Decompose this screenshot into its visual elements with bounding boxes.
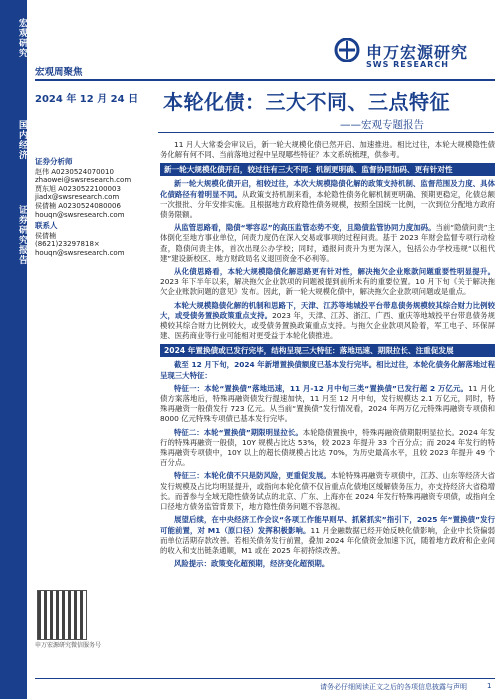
analyst-line[interactable]: houqn@swsresearch.com <box>35 210 125 219</box>
key-point: 特征二：本轮“置换债”期限明显拉长。 <box>174 427 303 437</box>
body-paragraph <box>160 428 495 469</box>
report-body <box>160 140 495 572</box>
body-paragraph <box>160 267 495 298</box>
paragraph-text: 11 月化债方案落地后，特殊再融资债发行提速加快，11 月至 12 月中旬，发行规模达 2.1 万亿元，同时，特殊再融资一般债发行 723 亿元。从当前“置换债”发行情况看，2024 年两万亿元特殊再融资专项债和 8000 亿元特殊专项债已基本发行完毕。 <box>160 383 495 424</box>
section-heading: 新一轮大规模化债开启，较过往有三大不同：机制更明确、监督协同加码、更有针对性 <box>160 163 495 176</box>
qr-caption: 申万宏源研究微信服务号 <box>35 642 102 649</box>
analyst-line: 贾东旭 A0230522100003 <box>35 184 121 193</box>
sws-logo-icon <box>333 38 361 62</box>
contact-list <box>35 232 153 258</box>
title-divider <box>158 132 494 133</box>
key-point: 特征一：本轮“置换债”落地迅速，11 月-12 月中旬三类“置换债”已发行超 2 万亿元。 <box>174 383 469 393</box>
key-point: 本轮大规模隐债化解的机制和思路下，天津、江苏等地城投平台带息债务规模较其综合财力比例较大，或受债务置换政策重点支持。 <box>160 300 495 320</box>
page-subtitle: ——宏观专题报告 <box>340 119 424 131</box>
analyst-sidebar <box>35 158 153 258</box>
contact-heading: 联系人 <box>35 221 58 231</box>
paragraph-text: 2023 年，天津、江苏、浙江、广西、重庆等地城投平台带息债务规模较其综合财力比例较大，或受债务置换政策重点支持。与拖欠企业款项风险着，军工电子、环保屏建、医药商业等行业可能相对更受益于本轮化债推进。 <box>160 310 495 341</box>
page-title: 本轮化债：三大不同、三点特征 <box>163 90 450 114</box>
contact-line: 侯倩楠 <box>35 231 56 240</box>
analyst-list <box>35 168 153 220</box>
key-point: 展望后续，在中央经济工作会议“各项工作能早则早、抓紧抓实”指引下，2025 年“置换债”发行可能前置，对 M1（原口径）发挥积极影响。 <box>160 515 495 535</box>
report-series: 宏观周聚焦 <box>35 67 83 78</box>
analysts-heading: 证券分析师 <box>35 157 73 166</box>
qr-code[interactable] <box>37 590 87 640</box>
key-point: 风险提示：政策变化超预期，经济变化超预期。 <box>174 559 330 569</box>
disclaimer-note: 请务必仔细阅读正文之后的各项信息披露与声明 <box>320 683 467 691</box>
body-paragraph <box>160 301 495 342</box>
side-band <box>0 0 27 699</box>
body-paragraph <box>160 140 495 160</box>
body-paragraph <box>160 360 495 380</box>
body-paragraph <box>160 223 495 264</box>
analyst-line: 赵伟 A0230524070010 <box>35 167 114 176</box>
key-point: 从监管思路看，隐债“零容忍”的高压监管态势不变，且隐债监管协同力度加码。 <box>174 223 436 233</box>
key-point: 从化债思路看，本轮大规模隐债化解思路更有针对性，解决拖欠企业账款问题重要性明显提升。 <box>174 267 495 277</box>
analyst-line: 侯倩楠 A0230524080006 <box>35 201 121 210</box>
paragraph-text: 从政策支持机制来看，本轮隐性债务化解机制更明确、预期更稳定，化债总额一次报批、分年安排实施。且根据地方政府隐性债务规模，按照全国统一比例，一次到位分配地方政府债务限额。 <box>160 189 495 220</box>
paragraph-text: 本轮特殊再融资专项债中，江苏、山东等经济大省发行规模及占比均明显提升，或指向本轮化债不仅旨重点化债地区缓解债务压力，亦支持经济大省稳增长。而普参与全域无隐性债务试点的北京、广东、上海亦在 2024 年发行特殊再融资专项债，或指向全口径地方债务监管背景下，地方隐性债务问题不容忽视。 <box>160 471 495 512</box>
side-tab-report-type: 证券研究报告 <box>17 205 27 265</box>
body-paragraph <box>160 559 495 569</box>
brand-name-en: SWS RESEARCH <box>366 60 449 69</box>
key-point: 特征三：本轮化债不只是防风险，更重促发展。 <box>174 471 331 481</box>
contact-line: (8621)23297818× <box>35 240 100 249</box>
paragraph-text: 11 月金融数据已经开始反映化债影响，企业中长贷偏弱而单位活期存款改善。若相关债务发行前置，叠加 2024 年化债资金加速下沉，随着地方政府和企业间的收入和支出链条通顺，M1 或在 2025 年初持续改善。 <box>160 525 495 555</box>
body-paragraph <box>160 179 495 220</box>
page-number: 1 <box>487 682 492 690</box>
paragraph-text: 11 月人大常委会审议后，新一轮大规模化债已然开启、加速推进。相比过往，本轮大规模隐性债务化解有何不同、当前落地过程中呈现哪些特征？本文系统梳理，供参考。 <box>160 140 495 160</box>
body-paragraph <box>160 384 495 425</box>
paragraph-text: 本轮隐债置换中，特殊再融资债期限明显拉长。2024 年发行的特殊再融资一般债，10Y 规模占比达 53%，较 2023 年提升 33 个百分点；而 2024 年发行的特殊再融资专项债中，10Y 以上的超长债规模占比达 70%，为历史最高水平，且较 2023 年提升 49 个百分点。 <box>160 427 495 468</box>
header-divider <box>35 79 495 81</box>
key-point: 新一轮大规模化债开启，相较过往，本次大规模隐债化解的政策支持机制、监督范围及力度、具体化债路径有着明显不同。 <box>160 179 495 199</box>
body-paragraph <box>160 515 495 556</box>
analyst-line[interactable]: jiadx@swsresearch.com <box>35 193 120 202</box>
paragraph-text: 2023 年下半年以来，解决拖欠企业款项的问题被提到前所未有的重要位置。10 月下旬《关于解决拖欠企业账款问题的意见》发布。因此，新一轮大规模化债中，解决拖欠企业款项问题或是重点。 <box>160 277 495 297</box>
footer-divider <box>35 678 495 679</box>
section-heading: 2024 年置换债或已发行完毕，结构呈现三大特征：落地迅速、期限拉长、注重促发展 <box>160 344 495 357</box>
report-date: 2024 年 12 月 24 日 <box>35 94 139 105</box>
paragraph-text: 当前“隐债问责”主体倒化至地方事业单位，问责力度仍在深入交易或事项的过程问责。基于 2023 年财会监督专项行动检查，隐债问责主体，首次出现公办学校；同时，通报问责升为更为深入，包括公办学校违规“以租代建”建设新校区、地方财政局名义退回资金不必利等。 <box>160 223 496 263</box>
side-tab-domestic: 国内经济 <box>17 120 27 160</box>
contact-line[interactable]: houqn@swsresearch.com <box>35 248 125 257</box>
key-point: 截至 12 月下旬，2024 年新增置换债额度已基本发行完毕。相比过往，本轮化债务化解落地过程呈现三大特征： <box>160 360 495 380</box>
body-paragraph <box>160 471 495 512</box>
brand-name: 申万宏源研究 <box>366 43 469 62</box>
side-tab-macro: 宏观研究 <box>17 18 27 58</box>
analyst-line[interactable]: zhaowei@swsresearch.com <box>35 176 132 185</box>
